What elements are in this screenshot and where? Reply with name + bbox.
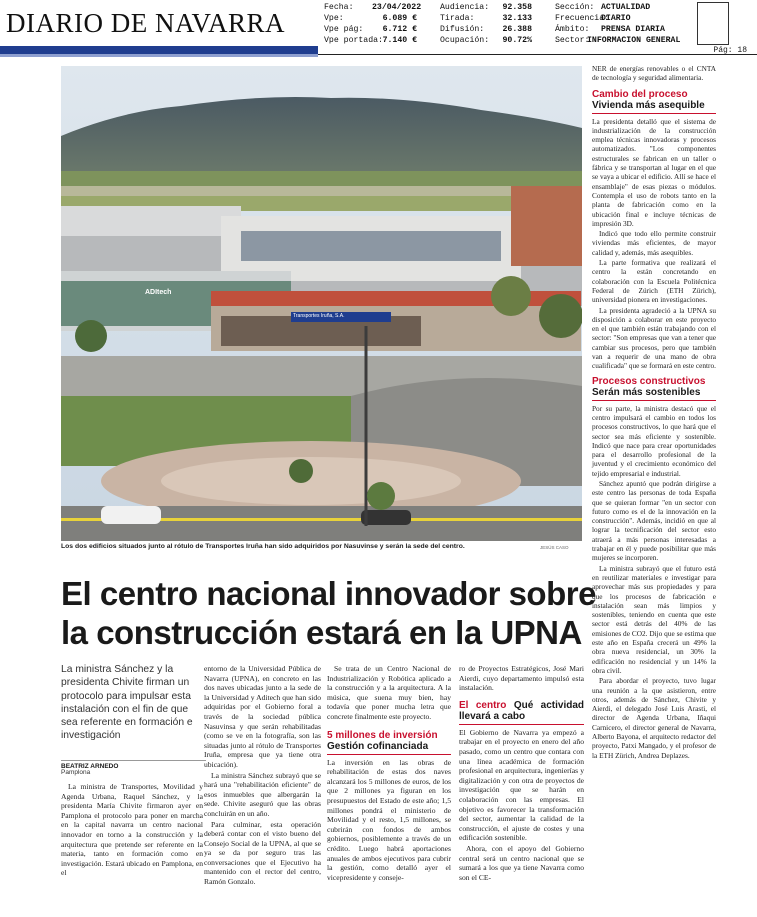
paragraph: La ministra de Transportes, Movilidad y Agenda Urbana, Raquel Sánchez, y la presidenta María Chivite firmaron ayer en Pamplona el protocolo para poner en marcha en la capital navarra un centro nacional innovador en torno a la construcción y la arquitectura que pretende ser referente en la materia, tanto en formación como en investigación. Estará ubicado en Pamplona, en el	[61, 782, 203, 878]
byline-location: Pamplona	[61, 769, 91, 776]
vpe-value: 6.089 €	[382, 14, 417, 23]
section-inversion	[327, 730, 451, 755]
ocupacion-label: Ocupación:	[440, 36, 490, 45]
section-procesos	[592, 376, 716, 401]
sector-value: INFORMACION GENERAL	[587, 36, 681, 45]
section-rule	[592, 113, 716, 114]
column-2	[204, 664, 321, 888]
frecuencia-label: Frecuencia:	[555, 14, 610, 23]
section-rule	[327, 754, 451, 755]
paragraph: Sánchez apuntó que podrán dirigirse a este centro las personas de toda España que se quieran formar "en un sector con futuro como es el de la innovación en la construcción". Además, incidió en que al lograr la tecnificación del sector esto atraerá a más personas interesadas a trabajar en él y puede posibilitar que más mujeres se incorporen.	[592, 478, 716, 563]
section-subtitle: Gestión cofinanciada	[327, 740, 429, 752]
paragraph: Para culminar, esta operación deberá contar con el visto bueno del Consejo Social de la UPNA, al que se ya se da por seguro tras las conversaciones que el Ejecutivo ha mantenido con el rector del centro, Ramón Gonzalo.	[204, 819, 321, 887]
difusion-value: 26.388	[502, 25, 532, 34]
article-photo	[61, 66, 582, 541]
column-3	[327, 664, 451, 883]
paragraph: entorno de la Universidad Pública de Navarra (UPNA), en concreto en las dos naves ubicadas junto a la sede de la Universidad y Aditech que han sido adquiridas por el Gobierno foral a través de la sociedad pública Nasuvinsa y que serán rehabilitadas (como se ve en la fotografía, son las situadas junto al rótulo de Transportes Iruña, empresa que ya tiene otra ubicación).	[204, 664, 321, 769]
vpe-portada-value: 7.140 €	[382, 36, 417, 45]
section-subtitle: Qué actividad llevará a cabo	[459, 699, 585, 722]
paragraph: Indicó que todo ello permite construir viviendas más eficientes, de mayor calidad y, además, más asequibles.	[592, 229, 716, 257]
column-4	[459, 664, 584, 883]
sector-label: Sector:	[555, 36, 590, 45]
ocupacion-value: 90.72%	[502, 36, 532, 45]
section-subtitle: Vivienda más asequible	[592, 99, 705, 111]
masthead-bar-light	[0, 54, 318, 57]
meta-col-1	[324, 2, 422, 46]
paragraph: La parte formativa que realizará el centro la están concretando en colaboración con la Escuela Politécnica Federal de Zúrich (ETH Zürich), universidad pionera en investigaciones.	[592, 258, 716, 305]
difusion-label: Difusión:	[440, 25, 485, 34]
fecha-label: Fecha:	[324, 3, 354, 12]
paragraph: Se trata de un Centro Nacional de Industrialización y Robótica aplicado a la construcción y a la arquitectura. A la música, que suena muy bien, hay todavía que poner mucha letra que concrete finalmente este proyecto.	[327, 664, 451, 721]
page-number: Pág: 18	[713, 46, 747, 55]
audiencia-value: 92.358	[502, 3, 532, 12]
subheadline: La ministra Sánchez y la presidenta Chivite firman un protocolo para impulsar esta instalación con el fin de que sea referente en formación e investigación	[61, 664, 193, 742]
section-title: 5 millones de inversión	[327, 729, 438, 741]
section-centro	[459, 700, 584, 725]
masthead-bar	[0, 46, 318, 54]
aditech-sign: ADItech	[145, 289, 172, 296]
photo-caption: Los dos edificios situados junto al rótulo de Transportes Iruña han sido adquiridos por Nasuvinse y serán la sede del centro.	[61, 543, 465, 550]
paragraph: NER de energías renovables o el CNTA de tecnología y seguridad alimentaria.	[592, 64, 716, 83]
byline-author: BEATRIZ ARNEDO	[61, 760, 206, 770]
vpe-pag-value: 6.712 €	[382, 25, 417, 34]
vpe-label: Vpe:	[324, 14, 344, 23]
paragraph: La presidenta detalló que el sistema de industrialización de la construcción emplea técnicas innovadoras y procesos automatizados. "Los componentes estructurales se fabrican en un taller o fábrica y se transportan al lugar en el que se vaya a ubicar el edificio. Allí se hace el ensamblaje" de esas piezas o módulos. Contempla el uso de robots tanto en la planta de fabricación como en la ubicación final e incluye técnicas de impresión 3D.	[592, 116, 716, 228]
paragraph: La presidenta agradeció a la UPNA su disposición a colaborar en este proyecto en el que también están trabajando con el sector: "Son empresas que van a tener que cambiar sus procesos, pero que también van a requerir de una mano de obra cualificada" que se formará en este centro.	[592, 305, 716, 371]
ambito-label: Ámbito:	[555, 25, 590, 34]
paragraph: La ministra Sánchez subrayó que se hará una "rehabilitación eficiente" de esos inmuebles que albergarán la sede. Chivite aseguró que las obras concluirán en un año.	[204, 770, 321, 818]
column-1	[61, 782, 203, 879]
vpe-portada-label: Vpe portada:	[324, 36, 383, 45]
seccion-label: Sección:	[555, 3, 595, 12]
page-thumbnail-box	[697, 2, 729, 45]
section-title: El centro	[459, 699, 507, 711]
tirada-value: 32.133	[502, 14, 532, 23]
section-rule	[459, 724, 584, 725]
seccion-value: ACTUALIDAD	[601, 3, 651, 12]
paragraph: Ahora, con el apoyo del Gobierno central será un centro nacional que se sumará a los que ya tiene Navarra como son el CE-	[459, 843, 584, 882]
audiencia-label: Audiencia:	[440, 3, 490, 12]
paragraph: Por su parte, la ministra destacó que el centro impulsará el cambio en todos los procesos constructivos, lo que hará que el sector sea más eficiente y sostenible. Indicó que nace para crear oportunidades para el desarrollo profesional de la juventud y el crecimiento económico del tejido empresarial e industrial.	[592, 403, 716, 478]
frecuencia-value: DIARIO	[601, 14, 631, 23]
section-cambio	[592, 89, 716, 114]
right-column	[592, 64, 716, 761]
section-rule	[592, 400, 716, 401]
section-title: Procesos constructivos	[592, 375, 706, 387]
headline: El centro nacional innovador sobre la construcción estará en la UPNA	[61, 575, 596, 651]
paragraph: ro de Proyectos Estratégicos, José Mari Aierdi, cuyo departamento impulsó esta instalación.	[459, 664, 584, 693]
meta-col-3	[555, 2, 680, 46]
tirada-label: Tirada:	[440, 14, 475, 23]
header-rule	[318, 54, 757, 55]
photo-illustration	[61, 66, 582, 541]
vpe-pag-label: Vpe pág:	[324, 25, 364, 34]
transportes-sign: Transportes Iruña, S.A.	[293, 313, 345, 319]
paragraph: La inversión en las obras de rehabilitación de estas dos naves alcanzará los 5 millones de euros, de los que 2 millones ya figuran en los presupuestos del Estado de este año; 1,5 millones pondrá el ministerio de Movilidad y el resto, 1,5 millones, se cubrirán con fondos de ambos gobiernos, posiblemente a través de un crédito. Luego habrá aportaciones anuales de ambos ejecutivos para cubrir la gestión, como detalló ayer el vicepresidente y conseje-	[327, 757, 451, 882]
fecha-value: 23/04/2022	[372, 3, 422, 12]
photo-credit: JESÚS CASO	[540, 545, 569, 550]
meta-col-2	[440, 2, 532, 46]
section-subtitle: Serán más sostenibles	[592, 386, 701, 398]
paragraph: La ministra subrayó que el futuro está en reutilizar materiales e investigar para aprovechar más sus propiedades y para que los procesos de fabricación e instalación sean más limpios y sostenibles, teniendo en cuenta que este sector está detrás del 40% de las emisiones de CO2. Dijo que se estima que este año en España crecerá un 49% la obra nueva residencial, un 30% la edificación no residencial y un 14% la obra civil.	[592, 563, 716, 675]
ambito-value: PRENSA DIARIA	[601, 25, 665, 34]
section-title: Cambio del proceso	[592, 88, 688, 100]
paragraph: El Gobierno de Navarra ya empezó a trabajar en el proyecto en enero del año pasado, como un centro que contara con una línea académica de formación profesional en arquitectura, ingenierías y digitalización y con otra de proyectos de investigación que se harán en colaboración con las empresas. El objetivo es favorecer la transformación del sector, aumentar la calidad de la construcción, el ajuste de costes y una edificación sostenible.	[459, 727, 584, 843]
paragraph: Para abordar el proyecto, tuvo lugar una reunión a la que asistieron, entre otros, además de Sánchez, Chivite y Aierdi, el delegado José Luis Arasti, el director de Agenda Urbana, Iñaqui Carnicero, el director general de Navarra, Alberto Bayona, el arquitecto redactor del proyecto, Patxi Mangado, y el profesor de la ETH Zürich, Andrea Deplazes.	[592, 676, 716, 760]
masthead: DIARIO DE NAVARRA	[6, 8, 286, 38]
